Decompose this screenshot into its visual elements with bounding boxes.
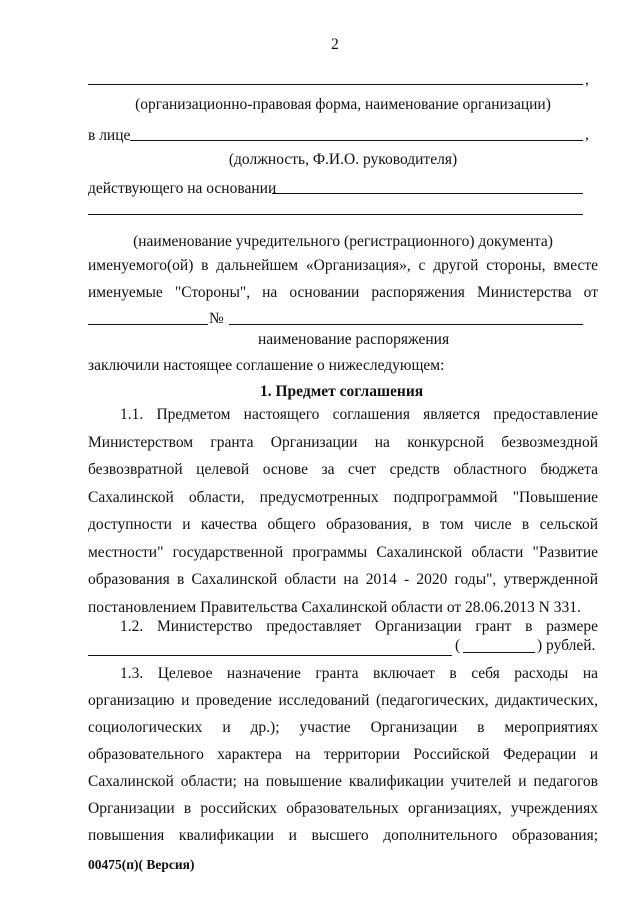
paragraph-line: доступности и качества общего образования, в том числе в сельской	[88, 516, 598, 533]
paragraph-line: 1.1. Предметом настоящего соглашения является предоставление	[120, 406, 598, 423]
paragraph-line: безвозвратной целевой основе за счет средств областного бюджета	[88, 461, 598, 478]
paragraph-line: образовательного характера на территории Российской Федерации и	[88, 746, 598, 763]
comma: ,	[585, 71, 589, 88]
order-caption: наименование распоряжения	[258, 331, 450, 348]
paragraph-line: организацию и проведение исследований (педагогических, дидактических,	[88, 692, 598, 709]
header-text-line: именуемые "Стороны", на основании распоряжения Министерства от	[88, 284, 598, 301]
paren-open: (	[455, 637, 461, 654]
paragraph-line: повышения квалификации и высшего дополнительного образования;	[88, 827, 598, 844]
order-number-blank-line	[229, 324, 583, 325]
footer-version: 00475(п)( Версия)	[88, 857, 195, 872]
document-caption: (наименование учредительного (регистрационного) документа)	[133, 233, 553, 250]
basis-blank-line	[272, 193, 583, 194]
comma: ,	[585, 126, 589, 143]
paragraph-line: социологических и др.); участие Организации в мероприятиях	[88, 719, 598, 736]
concluded-text: заключили настоящее соглашение о нижеследующем:	[88, 357, 445, 374]
paragraph-line: постановлением Правительства Сахалинской области от 28.06.2013 N 331.	[88, 599, 581, 616]
basis-blank-line-2	[88, 214, 583, 215]
paragraph-line: 1.3. Целевое назначение гранта включает в себя расходы на	[120, 665, 598, 682]
paragraph-line: Сахалинской области; на повышение квалификации учителей и педагогов	[88, 773, 598, 790]
organization-caption: (организационно-правовая форма, наименование организации)	[135, 96, 551, 113]
in-person-label: в лице	[88, 127, 131, 144]
grant-amount-words-blank-line	[463, 652, 535, 653]
acting-basis-label: действующего на основании	[88, 180, 277, 197]
in-person-blank-line	[130, 140, 583, 141]
grant-amount-blank-line	[88, 655, 452, 656]
section-title: 1. Предмет соглашения	[260, 383, 424, 400]
header-text-line: именуемого(ой) в дальнейшем «Организация», с другой стороны, вместе	[88, 257, 598, 274]
paragraph-line: Организации в российских образовательных организациях, учреждениях	[88, 800, 598, 817]
paragraph-line: образования в Сахалинской области на 2014 - 2020 годы", утвержденной	[88, 571, 598, 588]
organization-blank-line	[88, 84, 583, 85]
paragraph-line: Сахалинской области, предусмотренных подпрограммой "Повышение	[88, 489, 598, 506]
paragraph-line: Министерством гранта Организации на конкурсной безвозмездной	[88, 434, 598, 451]
order-date-blank-line	[88, 324, 208, 325]
paragraph-line: 1.2. Министерство предоставляет Организации грант в размере	[120, 618, 598, 635]
paren-close: ) рублей.	[537, 637, 596, 654]
number-sign: №	[209, 310, 224, 327]
page-number: 2	[331, 36, 339, 53]
position-caption: (должность, Ф.И.О. руководителя)	[228, 151, 458, 168]
paragraph-line: местности" государственной программы Сахалинской области "Развитие	[88, 544, 598, 561]
